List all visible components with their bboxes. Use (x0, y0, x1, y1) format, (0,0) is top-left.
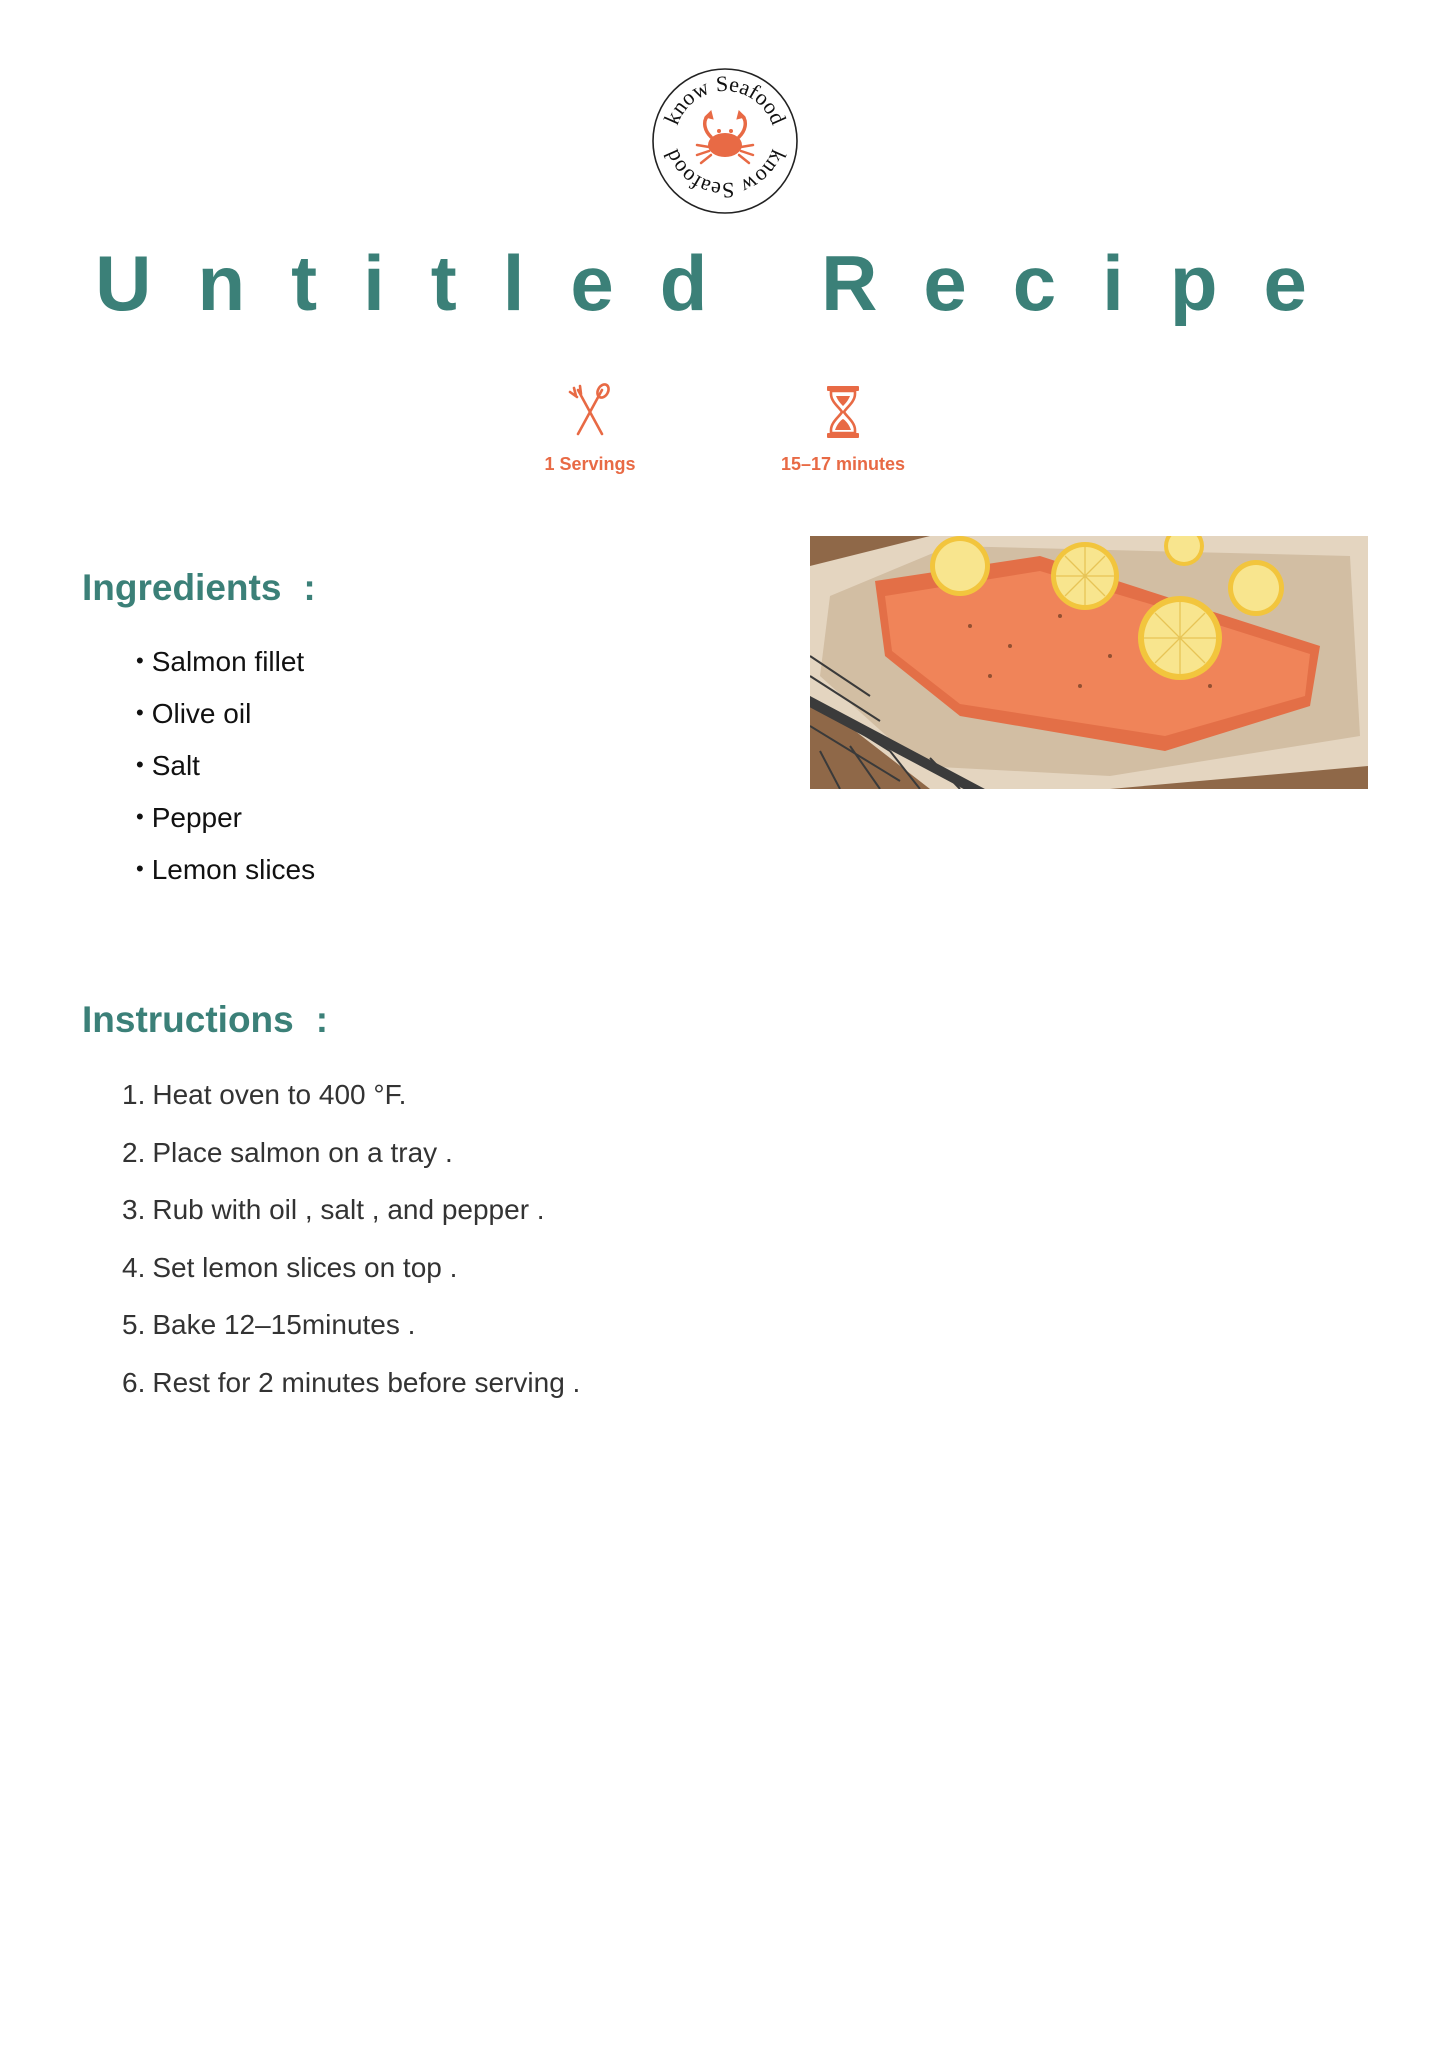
ingredients-heading (82, 567, 316, 609)
hourglass-icon (813, 382, 873, 442)
step-number: 6. (122, 1366, 146, 1398)
ingredient-item: • Salt (136, 741, 315, 793)
step-number: 3. (122, 1194, 146, 1225)
crab-logo-icon (651, 67, 799, 215)
ingredient-item: • Olive oil (136, 689, 315, 741)
ingredient-item: • Lemon slices (136, 845, 315, 897)
recipe-photo (810, 536, 1368, 789)
servings-label: 1 Servings (544, 454, 636, 474)
step-number: 4. (122, 1251, 146, 1283)
brand-logo (651, 67, 799, 215)
ingredients-heading-colon: : (303, 567, 316, 608)
ingredient-item: • Salmon fillet (136, 637, 315, 689)
step-text: Heat oven to 400 °F. (152, 1079, 407, 1110)
ingredients-list (136, 637, 315, 897)
instruction-step (122, 1354, 580, 1412)
servings-info (510, 382, 670, 475)
instructions-heading-text: Instructions (82, 999, 294, 1040)
step-text: Rub with oil , salt , and pepper . (152, 1194, 545, 1225)
instruction-step (122, 1296, 580, 1354)
step-text: Rest for 2 minutes before serving . (152, 1366, 581, 1398)
time-label: 15–17 minutes (780, 454, 906, 474)
time-info (763, 382, 923, 475)
step-text: Bake 12–15minutes . (152, 1309, 416, 1340)
ingredient-item: • Pepper (136, 793, 315, 845)
instructions-heading-colon: : (315, 999, 329, 1040)
instruction-step (122, 1124, 580, 1182)
utensils-icon (560, 382, 620, 442)
instructions-list (122, 1066, 580, 1411)
instruction-step (122, 1181, 580, 1239)
svg-text:know Seafood: know Seafood (658, 146, 792, 204)
instructions-heading (82, 999, 328, 1041)
step-number: 5. (122, 1309, 146, 1340)
step-number: 2. (122, 1136, 146, 1168)
salmon-photo-icon (810, 536, 1368, 789)
instruction-step (122, 1239, 580, 1297)
step-text: Set lemon slices on top . (152, 1251, 458, 1283)
instruction-step (122, 1066, 580, 1124)
svg-text:know Seafood: know Seafood (658, 70, 792, 128)
step-number: 1. (122, 1079, 146, 1110)
step-text: Place salmon on a tray . (152, 1136, 453, 1168)
ingredients-heading-text: Ingredients (82, 567, 282, 608)
recipe-title: Untitled Recipe (95, 239, 1353, 327)
